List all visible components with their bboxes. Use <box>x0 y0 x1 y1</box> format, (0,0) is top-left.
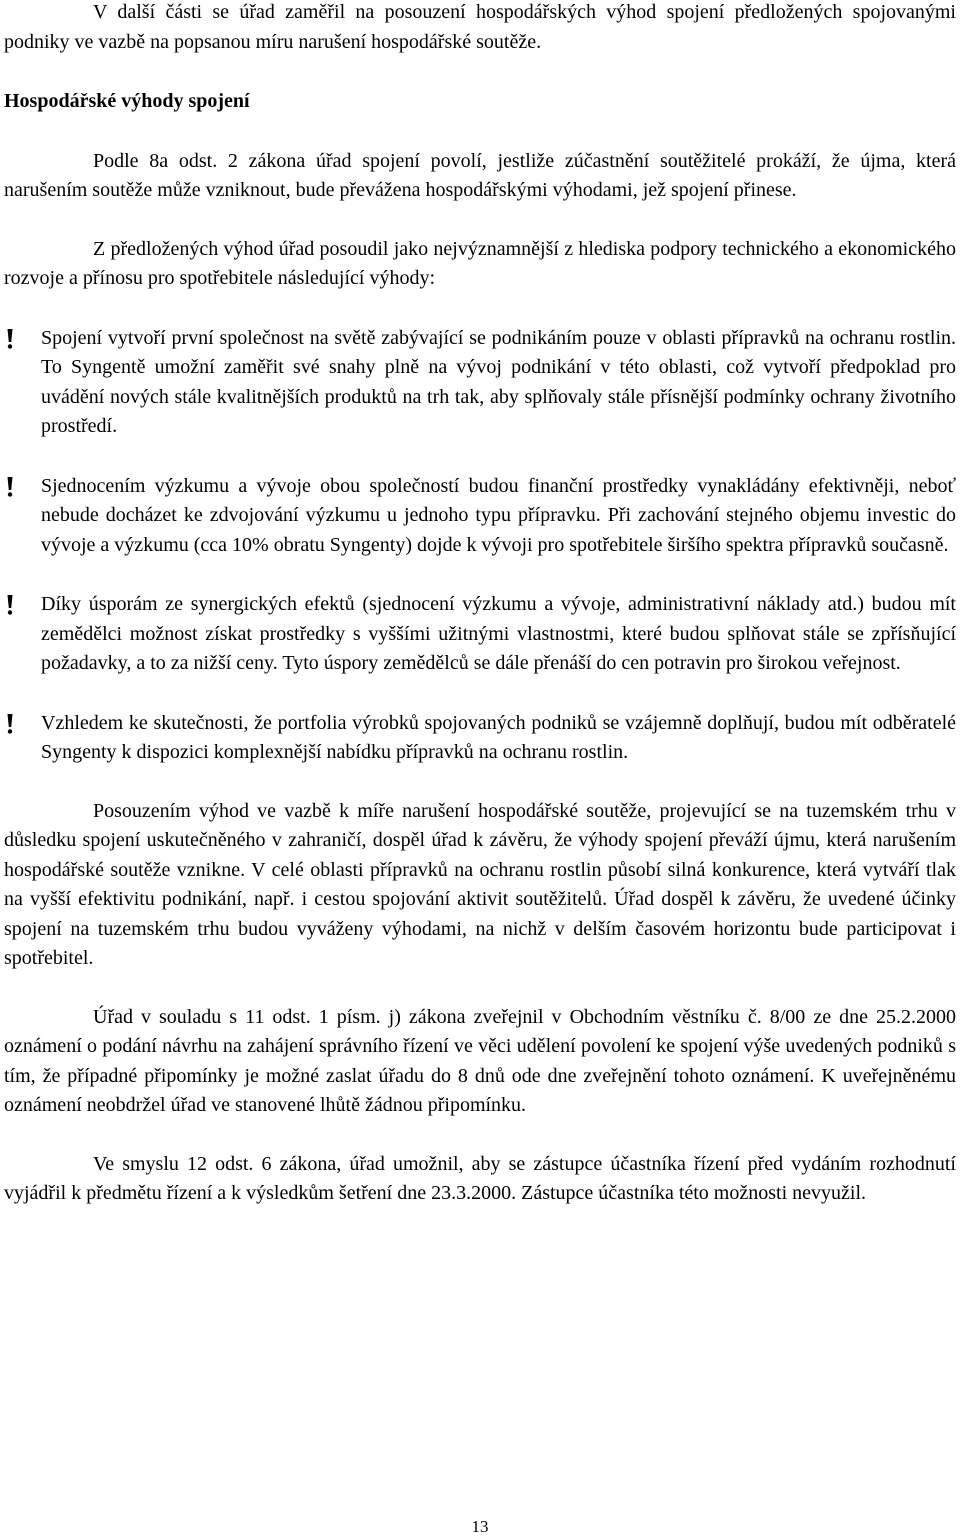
benefit-text: Díky úsporám ze synergických efektů (sjednocení výzkumu a vývoje, administrativní náklady atd.) budou mít zemědělci možnost získat prostředky s vyššími užitnými vlastnostmi, které budou splňovat stále se zpřísňující požadavky, a to za nižší ceny. Tyto úspory zemědělců se dále přenáší do cen potravin pro širokou veřejnost. <box>41 593 956 674</box>
benefit-text: Spojení vytvoří první společnost na světě zabývající se podnikáním pouze v oblasti přípravků na ochranu rostlin. To Syngentě umožní zaměřit své snahy plně na vývoj podnikání v této oblasti, což vytvoří předpoklad pro uvádění nových stále kvalitnějších produktů na trh tak, aby splňovaly stále přísnější podmínky ochrany životního prostředí. <box>41 326 956 437</box>
intro-paragraph: V další části se úřad zaměřil na posouzení hospodářských výhod spojení předložených spojovanými podniky ve vazbě na popsanou míru narušení hospodářské soutěže. <box>4 1 956 53</box>
benefit-text: Sjednocením výzkumu a vývoje obou společností budou finanční prostředky vynakládány efektivněji, neboť nebude docházet ke zdvojování výzkumu u jednoho typu přípravku. Při zachování stejného objemu investic do vývoje a výzkumu (cca 10% obratu Syngenty) dojde k vývoji pro spotřebitele širšího spektra přípravků současně. <box>41 474 956 556</box>
section-heading: Hospodářské výhody spojení <box>4 90 250 112</box>
exclamation-bullet-icon <box>4 328 16 350</box>
benefit-item <box>4 590 956 679</box>
document-page <box>4 0 956 1209</box>
assessment-paragraph: Posouzením výhod ve vazbě k míře narušení hospodářské soutěže, projevující se na tuzemském trhu v důsledku spojení uskutečněného v zahraničí, dospěl úřad k závěru, že výhody spojení převáží újmu, která narušením hospodářské soutěže vznikne. V celé oblasti přípravků na ochranu rostlin působí silná konkurence, která vytváří tlak na vyšší efektivitu podnikání, např. i cestou spojování aktivit soutěžitelů. Úřad dospěl k závěru, že uvedené účinky spojení na tuzemském trhu budou vyváženy výhodami, na nichž v delším časovém horizontu bude participovat i spotřebitel. <box>4 799 956 969</box>
benefit-text: Vzhledem ke skutečnosti, že portfolia výrobků spojovaných podniků se vzájemně doplňují, budou mít odběratelé Syngenty k dispozici komplexnější nabídku přípravků na ochranu rostlin. <box>41 711 956 763</box>
benefit-item <box>4 709 956 768</box>
participant-paragraph: Ve smyslu 12 odst. 6 zákona, úřad umožnil, aby se zástupce účastníka řízení před vydáním rozhodnutí vyjádřil k předmětu řízení a k výsledkům šetření dne 23.3.2000. Zástupce účastníka této možnosti nevyužil. <box>4 1152 956 1204</box>
benefit-item <box>4 472 956 561</box>
exclamation-bullet-icon <box>4 713 16 735</box>
benefits-intro-paragraph: Z předložených výhod úřad posoudil jako nejvýznamnější z hlediska podpory technického a ekonomického rozvoje a přínosu pro spotřebitele následující výhody: <box>4 237 956 289</box>
exclamation-bullet-icon <box>4 476 16 498</box>
publication-paragraph: Úřad v souladu s 11 odst. 1 písm. j) zákona zveřejnil v Obchodním věstníku č. 8/00 ze dne 25.2.2000 oznámení o podání návrhu na zahájení správního řízení ve věci udělení povolení ke spojení výše uvedených podniků s tím, že případné připomínky je možné zaslat úřadu do 8 dnů ode dne zveřejnění tohoto oznámení. K uveřejněnému oznámení neobdržel úřad ve stanovené lhůtě žádnou připomínku. <box>4 1005 956 1116</box>
exclamation-bullet-icon <box>4 594 16 616</box>
legal-basis-paragraph: Podle 8a odst. 2 zákona úřad spojení povolí, jestliže zúčastnění soutěžitelé prokáží, že újma, která narušením soutěže může vzniknout, bude převážena hospodářskými výhodami, jež spojení přinese. <box>4 149 956 201</box>
page-number: 13 <box>471 1517 489 1536</box>
benefit-item <box>4 324 956 442</box>
